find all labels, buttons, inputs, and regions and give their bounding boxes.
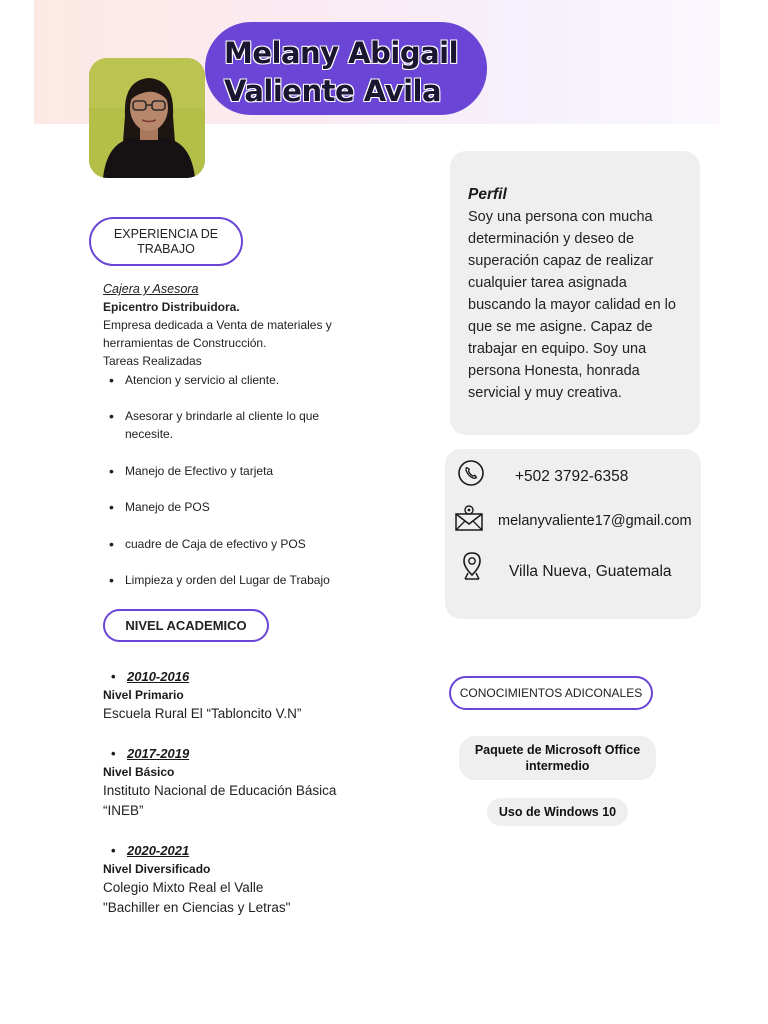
- job-tasks-label: Tareas Realizadas: [103, 354, 202, 368]
- education-level: Nivel Primario: [103, 688, 184, 702]
- job-task-item: • Manejo de Efectivo y tarjeta: [107, 462, 357, 480]
- education-level: Nivel Diversificado: [103, 862, 211, 876]
- education-years: • 2020-2021: [103, 842, 403, 860]
- experience-entry: [103, 280, 353, 370]
- skill-badge-label: Paquete de Microsoft Office intermedio: [474, 743, 641, 773]
- job-task-item: • cuadre de Caja de efectivo y POS: [107, 535, 357, 553]
- contact-email: melanyvaliente17@gmail.com: [498, 513, 692, 529]
- job-task-item: • Limpieza y orden del Lugar de Trabajo: [107, 571, 357, 589]
- name-banner: [205, 22, 487, 115]
- education-school: Instituto Nacional de Educación Básica: [103, 783, 337, 798]
- section-heading-academic-label: NIVEL ACADEMICO: [125, 618, 247, 633]
- job-task-item: • Asesorar y brindarle al cliente lo que necesite.: [107, 407, 339, 443]
- section-heading-additional: [449, 676, 653, 710]
- skill-badge: [459, 736, 656, 780]
- education-school: Colegio Mixto Real el Valle: [103, 880, 264, 895]
- job-description: Empresa dedicada a Venta de materiales y herramientas de Construcción.: [103, 318, 332, 350]
- profile-photo: [89, 58, 205, 178]
- name-line-2: Valiente Avila: [224, 74, 442, 108]
- phone-icon: [456, 458, 486, 488]
- job-task-item: • Manejo de POS: [107, 498, 357, 516]
- job-company: Epicentro Distribuidora.: [103, 300, 240, 314]
- education-years: • 2010-2016: [103, 668, 403, 686]
- education-school: Escuela Rural El “Tabloncito V.N”: [103, 706, 302, 721]
- skill-badge-label: Uso de Windows 10: [498, 805, 617, 819]
- profile-title: Perfil: [468, 186, 507, 203]
- section-heading-additional-label: CONOCIMIENTOS ADICONALES: [459, 685, 643, 700]
- education-level: Nivel Básico: [103, 765, 175, 779]
- section-heading-experience-label: EXPERIENCIA DE TRABAJO: [113, 226, 219, 256]
- education-school-note: “INEB”: [103, 803, 144, 818]
- job-role: Cajera y Asesora: [103, 282, 199, 296]
- education-school-note: "Bachiller en Ciencias y Letras": [103, 900, 291, 915]
- location-pin-icon: [457, 551, 487, 581]
- education-entry: [103, 745, 403, 821]
- job-task-item: • Atencion y servicio al cliente.: [107, 371, 357, 389]
- name-line-1: Melany Abigail: [224, 36, 459, 70]
- contact-location: Villa Nueva, Guatemala: [509, 563, 672, 580]
- envelope-icon: [454, 504, 484, 534]
- contact-card: [445, 449, 701, 619]
- profile-text: Soy una persona con mucha determinación y deseo de superación capaz de realizar cualquier tarea asignada buscando la mayor calidad en lo que se me asigne. Capaz de trabajar en equipo. Soy una persona Honesta, honrada servicial y muy creativa.: [468, 209, 676, 401]
- skill-badge: [487, 798, 628, 826]
- education-entry: [103, 842, 403, 918]
- education-years: • 2017-2019: [103, 745, 403, 763]
- section-heading-experience: [89, 217, 243, 266]
- education-entry: [103, 668, 403, 724]
- profile-card: [450, 151, 700, 435]
- contact-phone: +502 3792-6358: [515, 468, 629, 485]
- profile-photo-illustration: [89, 58, 205, 178]
- section-heading-academic: [103, 609, 269, 642]
